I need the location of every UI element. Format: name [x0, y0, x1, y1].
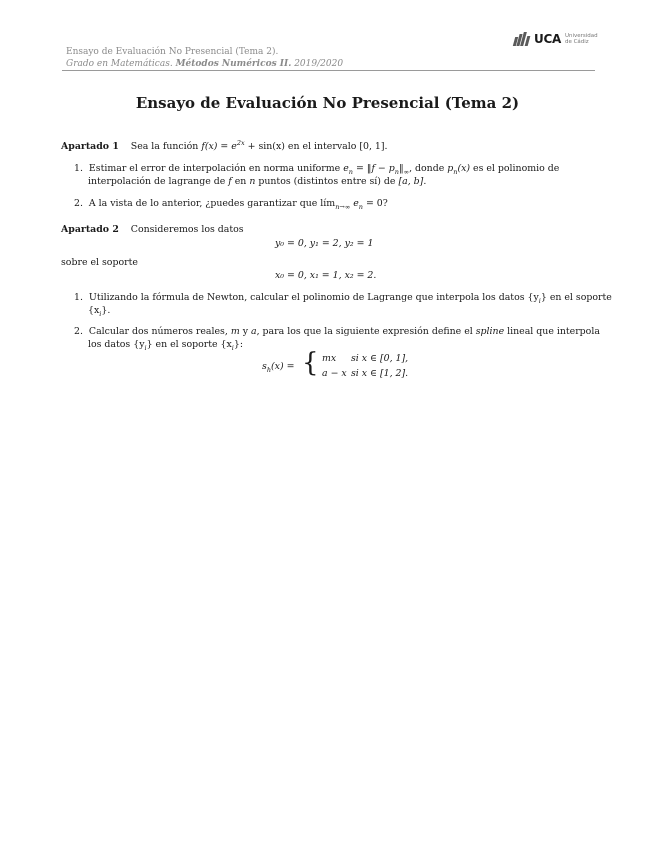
item-text-d: interpolación de lagrange de [88, 176, 226, 187]
error-subscript: n [348, 167, 353, 176]
header-year: 2019/2020 [294, 59, 344, 69]
apartado-1-item-1-line-2 [88, 175, 426, 188]
apartado-1-item-1 [74, 162, 559, 175]
item-text-f: }: [233, 339, 243, 350]
function-interval: [0, 1]. [359, 141, 388, 152]
item-text-f: puntos (distintos entre sí) de [258, 176, 396, 187]
header-line-2 [66, 58, 596, 70]
case-2-expr: a − x [322, 368, 347, 379]
header-line-1: Ensayo de Evaluación No Presencial (Tema 2). [66, 47, 279, 57]
apartado-1-intro-text-2: en el intervalo [287, 141, 357, 152]
norm-close: ‖ [398, 163, 404, 174]
case-2-cond: si x ∈ [1, 2]. [350, 368, 409, 379]
soporte-text: sobre el soporte [61, 257, 138, 268]
item-text-b: , para los que la siguiente expresión define el [256, 326, 473, 337]
university-logo [512, 30, 598, 48]
function-lhs: f(x) = [201, 141, 229, 152]
header-rule [62, 70, 595, 71]
pn-sub: n [453, 167, 458, 176]
data-y-equation: y₀ = 0, y₁ = 2, y₂ = 1 [275, 238, 374, 249]
limit-eq: = 0? [365, 198, 388, 209]
data-x-equation: x₀ = 0, x₁ = 1, x₂ = 2. [275, 270, 377, 281]
item-text-c: es el polinomio de [473, 163, 560, 174]
logo-subtitle-1: Universidad [564, 33, 598, 39]
function-sin: + sin(x) [247, 141, 285, 152]
uca-mark-icon [512, 32, 532, 46]
case-2 [322, 367, 408, 380]
page-title: Ensayo de Evaluación No Presencial (Tema 2) [135, 94, 520, 112]
and-text: y [242, 326, 249, 337]
norm-inf: ∞ [403, 167, 410, 176]
item-text-c: lineal que interpola [507, 326, 600, 337]
item-text-b: } en el soporte [540, 292, 612, 303]
item-text-d: los datos {y [88, 339, 145, 350]
apartado-2-item-1: 1. Utilizando la fórmula de Newton, calcular el polinomio de Lagrange que interpola los datos $\{y_i\}$ en el soporte [74, 292, 612, 305]
limit-sub: n→∞ [335, 202, 351, 211]
item-number: 2. [74, 198, 83, 209]
item-text: A la vista de lo anterior, ¿puedes garantizar que lím [88, 198, 336, 209]
pn-subscript: n [394, 167, 399, 176]
apartado-1-intro [61, 140, 388, 153]
ab-interval: [a, b]. [398, 176, 427, 187]
error-norm: = ‖f − p [355, 163, 395, 174]
f-symbol: f [228, 176, 232, 187]
logo-text: UCA [534, 32, 561, 46]
item-number: 1. [74, 292, 83, 303]
item-text: Utilizando la fórmula de Newton, calcular el polinomio de Lagrange que interpola los datos {y [88, 292, 539, 303]
sh-arg: (x) = [271, 361, 295, 372]
case-1-cond: si x ∈ [0, 1], [350, 353, 409, 364]
item-text: Estimar el error de interpolación en norma uniforme [88, 163, 341, 174]
apartado-2-intro-text: Consideremos los datos [130, 224, 244, 235]
item-number: 2. [74, 326, 83, 337]
function-exp-base: e [231, 141, 237, 152]
function-exponent: 2x [236, 138, 245, 147]
n-symbol: n [249, 176, 256, 187]
pn-arg: (x) [457, 163, 471, 174]
a-symbol: a [251, 326, 257, 337]
logo-subtitle-2: de Cádiz [564, 39, 589, 45]
case-1-expr: mx [322, 353, 337, 364]
apartado-1-label: Apartado 1 [61, 141, 119, 152]
apartado-2-intro [61, 223, 244, 236]
apartado-2-item-2 [74, 325, 600, 338]
header-course: Métodos Numéricos II. [175, 59, 292, 69]
xi-open: {x [88, 305, 100, 316]
logo-subtitle [565, 33, 598, 45]
item-text-e: en [234, 176, 247, 187]
apartado-1-intro-text: Sea la función [130, 141, 199, 152]
cases-brace: { [302, 348, 319, 378]
en-symbol: e [353, 198, 359, 209]
m-symbol: m [230, 326, 240, 337]
item-text-e: } en el soporte {x [146, 339, 232, 350]
spline-lhs [262, 360, 294, 373]
error-symbol: e [343, 163, 349, 174]
case-1 [322, 352, 408, 365]
sh-symbol: s [262, 361, 267, 372]
running-header [66, 46, 596, 70]
apartado-2-item-1-line-2: $\{x_i\}$. [88, 305, 111, 318]
sh-sub: h [266, 365, 271, 374]
item-text: Calcular dos números reales, [88, 326, 228, 337]
xi-close: }. [101, 305, 111, 316]
item-text-b: , donde [409, 163, 445, 174]
item-number: 1. [74, 163, 83, 174]
apartado-1-item-2 [74, 197, 388, 210]
spline-word: spline [475, 326, 505, 337]
header-degree: Grado en Matemáticas. [66, 59, 173, 69]
apartado-2-item-2-line-2: los datos $\{y_i\}$ en el soporte $\{x_i\}$: [88, 339, 243, 352]
apartado-2-label: Apartado 2 [61, 224, 119, 235]
pn-symbol: p [447, 163, 454, 174]
en-sub: n [358, 202, 363, 211]
